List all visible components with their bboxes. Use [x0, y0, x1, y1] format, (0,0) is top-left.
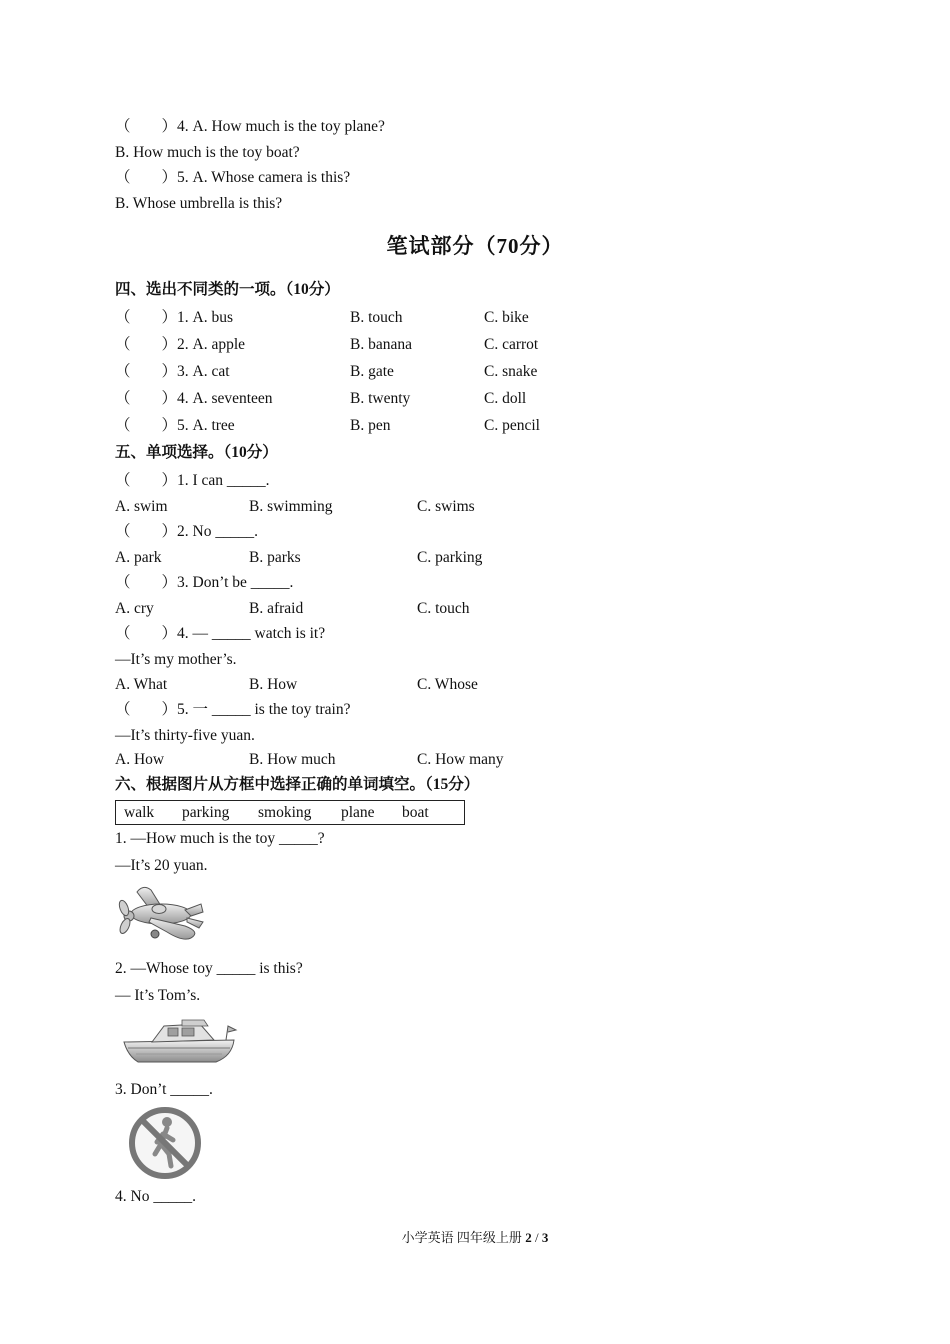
footer-subject: 小学英语 四年级上册: [401, 1230, 522, 1245]
s4-row-1-a: （ ）1. A. bus: [115, 309, 233, 326]
s5-q1-stem: （ ）1. I can _____.: [115, 472, 270, 489]
word-parking: parking: [182, 804, 230, 821]
s5-q5-option-a: A. How: [115, 751, 165, 768]
section-5-heading: 五、单项选择。（10分）: [115, 444, 278, 461]
s6-q4-line1: 4. No _____.: [115, 1188, 196, 1205]
word-plane: plane: [341, 804, 375, 821]
s4-row-5-b: B. pen: [350, 417, 391, 434]
s5-q3-option-c: C. touch: [417, 600, 470, 617]
s4-row-3-c: C. snake: [484, 363, 538, 380]
footer-separator: /: [534, 1230, 539, 1245]
s4-row-2-c: C. carrot: [484, 336, 539, 353]
s5-q1-option-a: A. swim: [115, 498, 168, 515]
s4-row-4-c: C. doll: [484, 390, 527, 407]
question-4-option-b: B. How much is the toy boat?: [115, 144, 300, 161]
s4-row-4-a: （ ）4. A. seventeen: [115, 390, 273, 407]
s6-q3-line1: 3. Don’t _____.: [115, 1081, 213, 1098]
word-box: [115, 800, 465, 825]
footer-total-pages: 3: [541, 1230, 549, 1245]
s4-row-4-b: B. twenty: [350, 390, 411, 407]
s5-q5-option-c: C. How many: [417, 751, 504, 768]
s6-q1-line1: 1. —How much is the toy _____?: [115, 830, 325, 847]
s6-q2-line2: — It’s Tom’s.: [115, 987, 201, 1004]
question-5-option-a: （ ）5. A. Whose camera is this?: [115, 169, 351, 186]
s4-row-3-a: （ ）3. A. cat: [115, 363, 230, 380]
s5-q4-option-c: C. Whose: [417, 676, 478, 693]
s5-q5-stem: （ ）5. 一 _____ is the toy train?: [115, 701, 351, 718]
s5-q3-stem: （ ）3. Don’t be _____.: [115, 574, 294, 591]
s5-q2-option-b: B. parks: [249, 549, 301, 566]
s4-row-5-a: （ ）5. A. tree: [115, 417, 235, 434]
section-title: 笔试部分（70分）: [386, 234, 564, 258]
s6-q2-line1: 2. —Whose toy _____ is this?: [115, 960, 303, 977]
s4-row-2-b: B. banana: [350, 336, 412, 353]
s4-row-1-c: C. bike: [484, 309, 529, 326]
s5-q2-option-a: A. park: [115, 549, 162, 566]
toy-boat-icon: [122, 1018, 240, 1066]
footer-page-number: 2: [525, 1230, 532, 1245]
no-walking-sign-icon: [127, 1106, 203, 1180]
s5-q2-option-c: C. parking: [417, 549, 483, 566]
s5-q2-stem: （ ）2. No _____.: [115, 523, 258, 540]
question-5-option-b: B. Whose umbrella is this?: [115, 195, 283, 212]
question-4-option-a: （ ）4. A. How much is the toy plane?: [115, 118, 385, 135]
page-footer: [0, 1227, 950, 1246]
section-4-heading: 四、选出不同类的一项。（10分）: [115, 281, 340, 298]
section-6-heading: 六、根据图片从方框中选择正确的单词填空。（15分）: [115, 776, 480, 793]
toy-plane-icon: [115, 882, 207, 944]
s5-q3-option-b: B. afraid: [249, 600, 304, 617]
s4-row-2-a: （ ）2. A. apple: [115, 336, 246, 353]
s4-row-3-b: B. gate: [350, 363, 394, 380]
s5-q5-option-b: B. How much: [249, 751, 336, 768]
s5-q3-option-a: A. cry: [115, 600, 154, 617]
word-boat: boat: [402, 804, 429, 821]
s4-row-5-c: C. pencil: [484, 417, 540, 434]
word-walk: walk: [124, 804, 155, 821]
s5-q1-option-b: B. swimming: [249, 498, 333, 515]
s5-q4-reply: —It’s my mother’s.: [115, 651, 237, 668]
s5-q1-option-c: C. swims: [417, 498, 475, 515]
s5-q4-stem: （ ）4. — _____ watch is it?: [115, 625, 326, 642]
s5-q4-option-b: B. How: [249, 676, 298, 693]
word-smoking: smoking: [258, 804, 312, 821]
s5-q4-option-a: A. What: [115, 676, 168, 693]
s4-row-1-b: B. touch: [350, 309, 403, 326]
s6-q1-line2: —It’s 20 yuan.: [115, 857, 208, 874]
s5-q5-reply: —It’s thirty-five yuan.: [115, 727, 255, 744]
